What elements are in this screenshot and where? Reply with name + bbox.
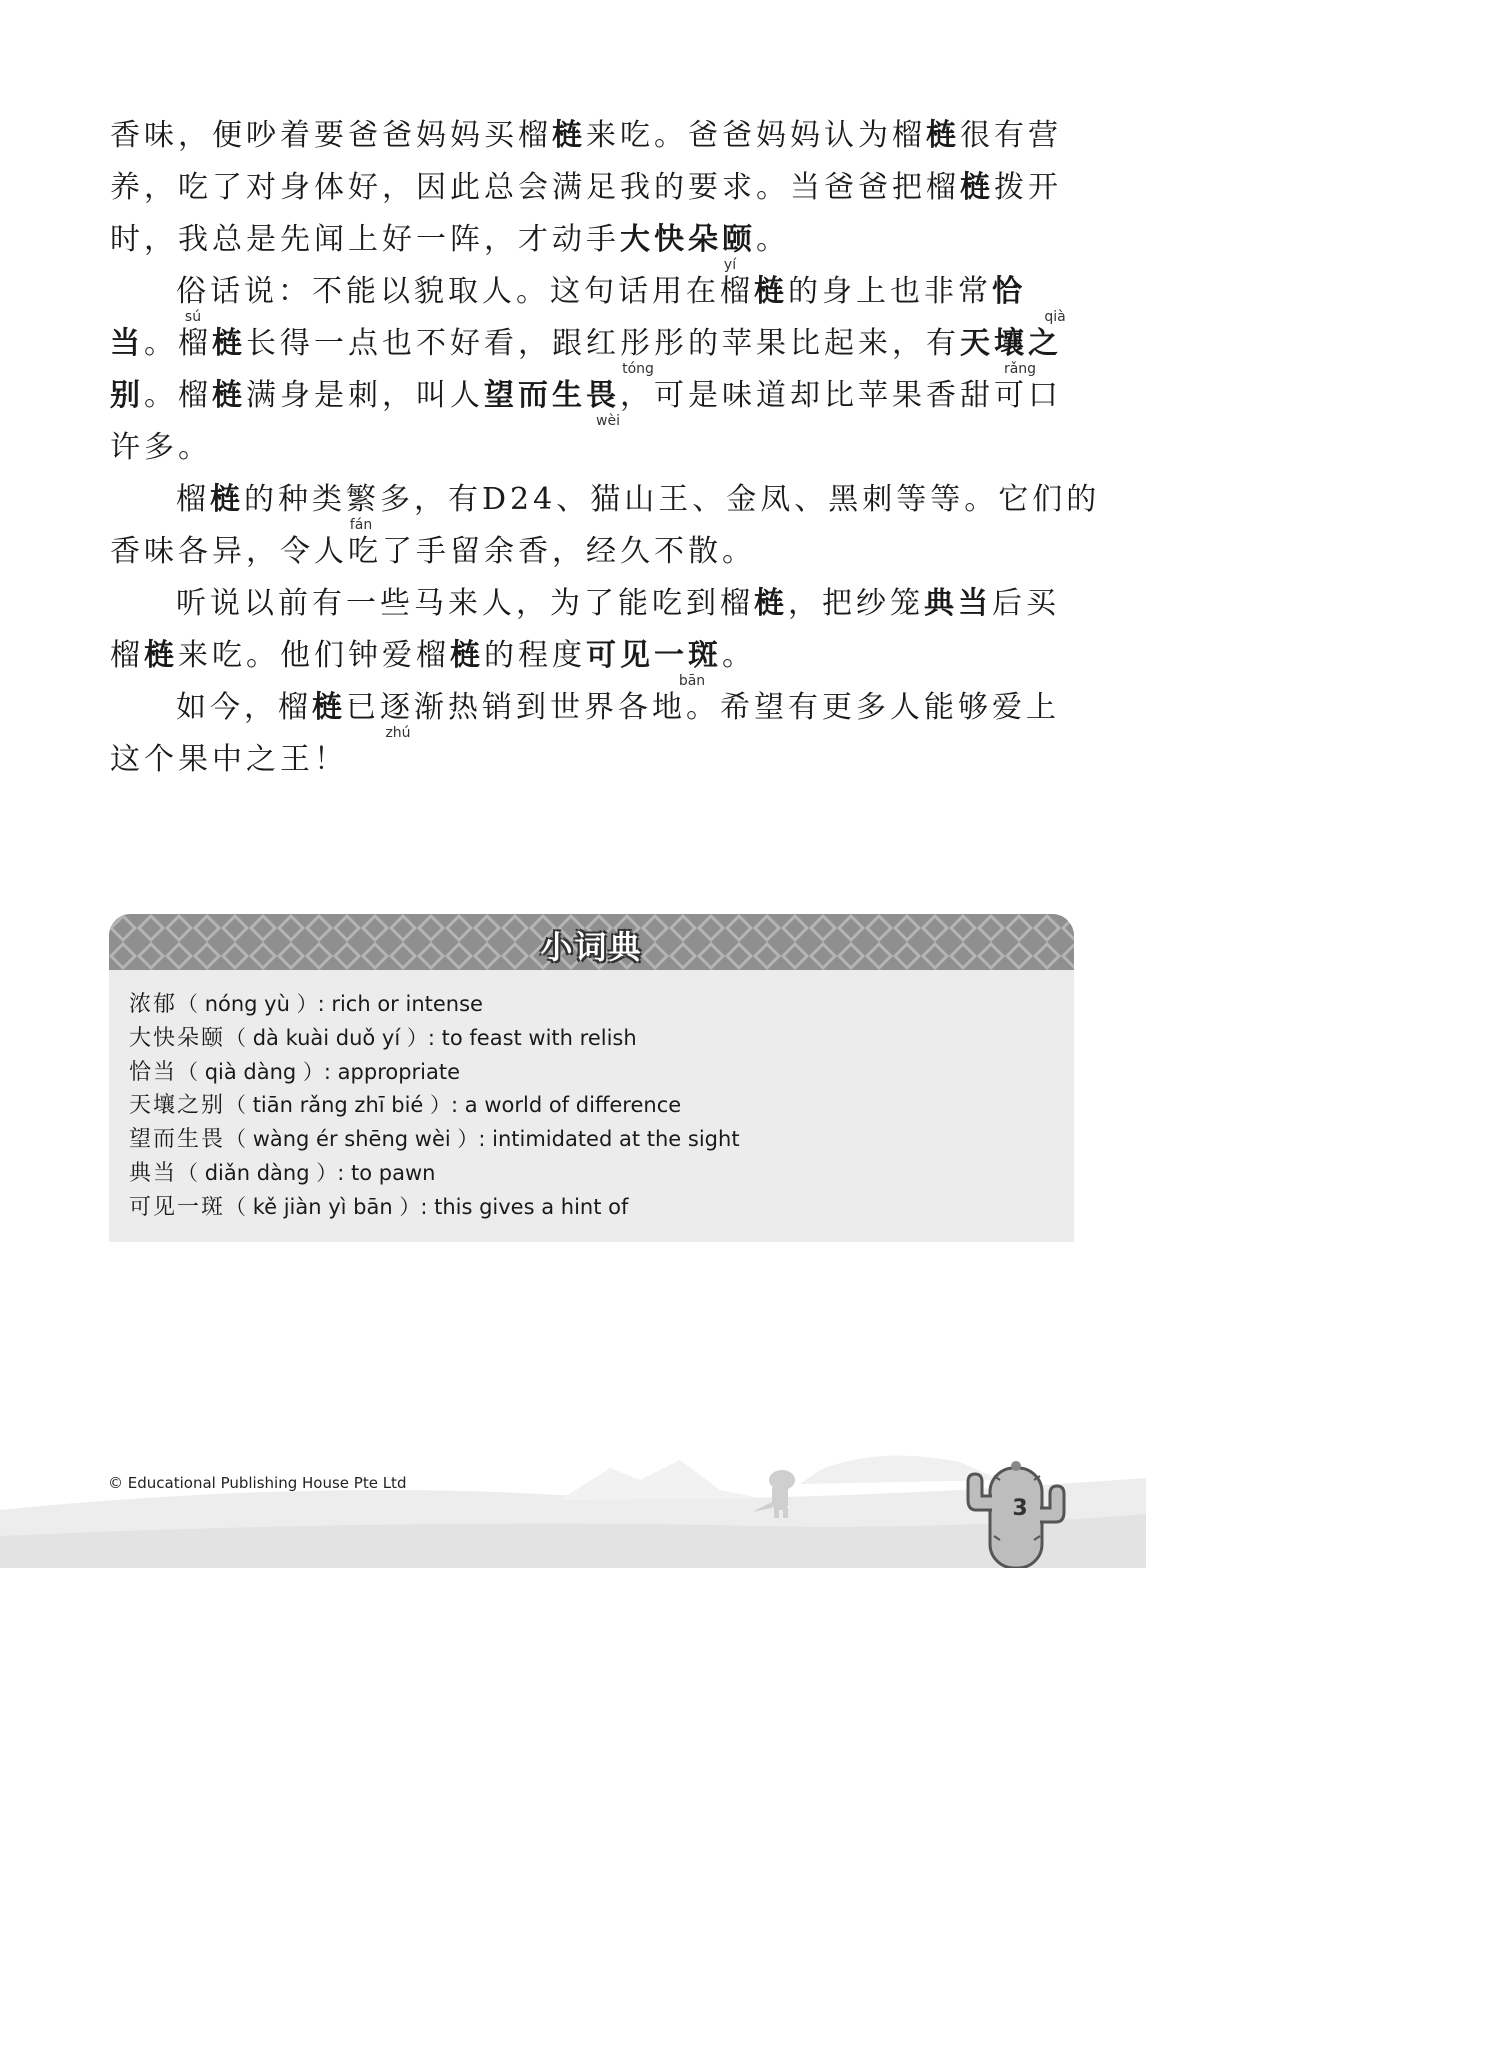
vocab-highlight: 典当 [924,586,992,621]
glossary-item: 望而生畏（ wàng ér shēng wèi ）: intimidated at the sight [129,1127,740,1153]
page-number: 3 [1012,1496,1028,1521]
vocab-highlight: 别 [110,378,144,413]
story-line: 养，吃了对身体好，因此总会满足我的要求。当爸爸把榴梿拨开 [110,170,1062,205]
story-line: 许多。 [110,430,212,465]
glossary-item: 浓郁（ nóng yù ）: rich or intense [129,992,483,1017]
story-line: 俗话说：不能以貌取人。这句话用在榴梿的身上也非常恰 sú qià [176,274,1066,325]
vocab-highlight: 可见一斑 [586,638,722,673]
glossary-list [129,988,740,1225]
pinyin-annotation: fán [349,517,373,533]
glossary-item: 典当（ diǎn dàng ）: to pawn [129,1160,436,1186]
story-line: 当。榴梿长得一点也不好看，跟红彤彤的苹果比起来，有天壤之 tóng rǎng [110,326,1062,377]
glossary-panel [109,914,1074,1242]
vocab-highlight: 恰 [992,274,1026,309]
pinyin-annotation: sú [184,309,202,325]
glossary-item: 可见一斑（ kě jiàn yì bān ）: this gives a hint of [129,1194,629,1220]
copyright-notice: © Educational Publishing House Pte Ltd [108,1474,407,1492]
story-line: 这个果中之王！ [110,742,348,777]
story-text [110,110,1101,786]
vocab-highlight: 大快朵颐 [620,222,756,257]
vocab-highlight: 天壤之 [960,326,1062,361]
pinyin-annotation: rǎng [1003,361,1037,377]
pinyin-annotation: qià [1044,309,1066,325]
pinyin-annotation: yí [723,257,737,273]
story-line: 香味，便吵着要爸爸妈妈买榴梿来吃。爸爸妈妈认为榴梿很有营 [110,118,1062,153]
glossary-item: 恰当（ qià dàng ）: appropriate [129,1059,461,1085]
glossary-item: 天壤之别（ tiān rǎng zhī bié ）: a world of difference [129,1093,682,1119]
story-line: 榴梿的种类繁多，有D24、猫山王、金凤、黑刺等等。它们的 fán [176,482,1101,533]
story-line: 别。榴梿满身是刺，叫人望而生畏，可是味道却比苹果香甜可口 wèi [110,378,1062,429]
vocab-highlight: 当 [110,326,144,361]
vocab-highlight: 望而生畏 [484,378,620,413]
pinyin-annotation: tóng [622,361,654,377]
pinyin-annotation: wèi [596,413,620,429]
story-line: 听说以前有一些马来人，为了能吃到榴梿，把纱笼典当后买 [176,586,1060,621]
story-line: 香味各异，令人吃了手留余香，经久不散。 [110,534,756,569]
story-line: 如今，榴梿已逐渐热销到世界各地。希望有更多人能够爱上 zhú [176,690,1060,741]
glossary-title: 小词典 [540,928,643,966]
pinyin-annotation: zhú [385,725,411,741]
glossary-header [109,914,1074,970]
pinyin-annotation: bān [678,673,706,689]
story-line: 榴梿来吃。他们钟爱榴梿的程度可见一斑。 bān [110,638,756,689]
story-line: 时，我总是先闻上好一阵，才动手大快朵颐。 yí [110,222,790,273]
desert-footer-illustration [0,1440,1146,1568]
glossary-item: 大快朵颐（ dà kuài duǒ yí ）: to feast with relish [129,1025,637,1051]
